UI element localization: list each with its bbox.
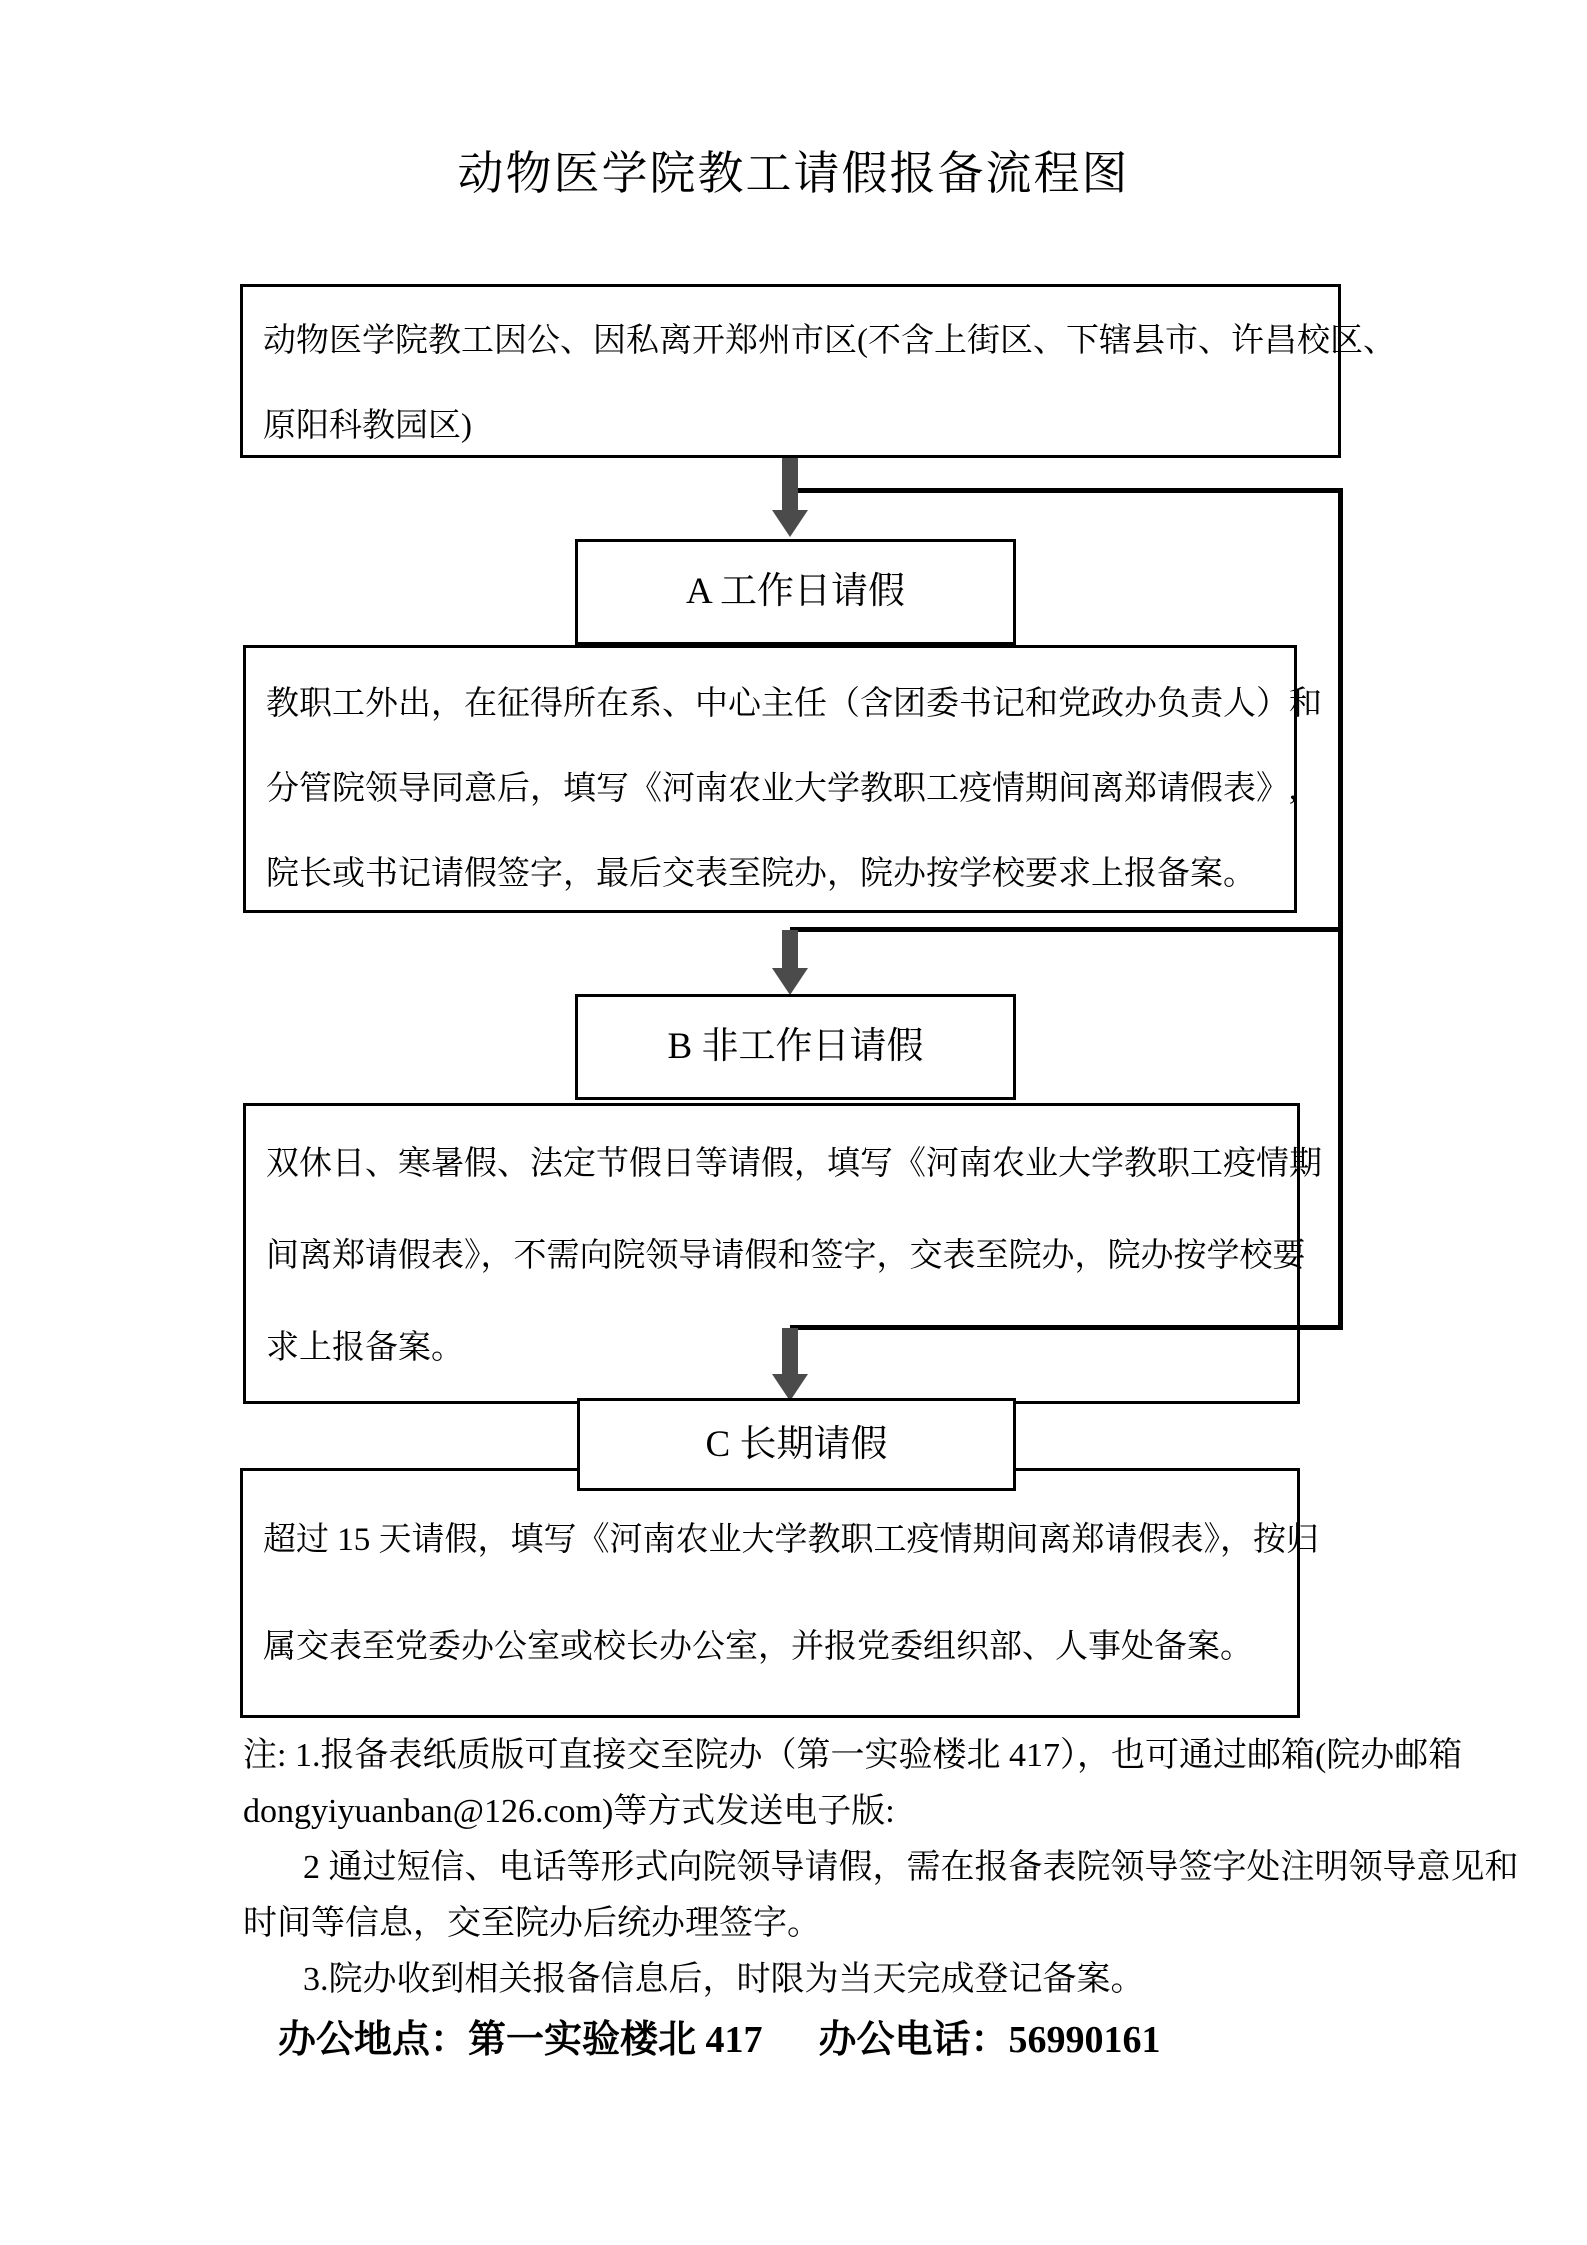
branch-a-title-box: A 工作日请假 bbox=[575, 539, 1016, 645]
page-title: 动物医学院教工请假报备流程图 bbox=[457, 148, 1130, 199]
branch-a-desc-line3: 院长或书记请假签字，最后交表至院办，院办按学校要求上报备案。 bbox=[266, 856, 1256, 892]
arrow-b-down-icon bbox=[772, 968, 808, 995]
connector-right-vertical bbox=[1338, 488, 1343, 1330]
branch-a-desc-box bbox=[243, 645, 1322, 913]
branch-b-desc-line3: 求上报备案。 bbox=[266, 1330, 464, 1366]
note-line-2: dongyiyuanban@126.com)等方式发送电子版: bbox=[243, 1793, 895, 1830]
branch-c-desc-line2: 属交表至党委办公室或校长办公室，并报党委组织部、人事处备案。 bbox=[263, 1629, 1253, 1665]
connector-branch-b-horizontal bbox=[790, 927, 1340, 932]
office-location-label: 办公地点：第一实验楼北 417 bbox=[278, 2019, 763, 2061]
branch-c-title-box: C 长期请假 bbox=[577, 1398, 1016, 1491]
note-line-1: 注: 1.报备表纸质版可直接交至院办（第一实验楼北 417），也可通过邮箱(院办邮箱 bbox=[243, 1737, 1463, 1774]
connector-top-horizontal bbox=[790, 488, 1343, 493]
arrow-c-shaft bbox=[782, 1328, 798, 1374]
start-box-line2: 原阳科教园区) bbox=[263, 408, 472, 444]
branch-b-desc-line2: 间离郑请假表》，不需向院领导请假和签字，交表至院办，院办按学校要 bbox=[266, 1238, 1306, 1274]
note-line-4: 时间等信息，交至院办后统办理签字。 bbox=[243, 1905, 821, 1942]
branch-a-desc-line1: 教职工外出，在征得所在系、中心主任（含团委书记和党政办负责人）和 bbox=[266, 686, 1322, 722]
branch-b-desc-box bbox=[243, 1103, 1322, 1404]
arrow-a-down-icon bbox=[772, 510, 808, 537]
branch-b-desc-line1: 双休日、寒暑假、法定节假日等请假，填写《河南农业大学教职工疫情期 bbox=[266, 1146, 1322, 1182]
connector-branch-c-horizontal bbox=[790, 1325, 1340, 1330]
branch-c-desc-box bbox=[240, 1468, 1319, 1718]
office-phone-label: 办公电话：56990161 bbox=[818, 2019, 1161, 2061]
start-box-line1: 动物医学院教工因公、因私离开郑州市区(不含上街区、下辖县市、许昌校区、 bbox=[263, 323, 1396, 359]
branch-b-title-box: B 非工作日请假 bbox=[575, 994, 1016, 1100]
branch-c-desc-line1: 超过 15 天请假，填写《河南农业大学教职工疫情期间离郑请假表》，按归 bbox=[263, 1522, 1319, 1558]
footer-contact-line bbox=[278, 2008, 1161, 2063]
note-line-5: 3.院办收到相关报备信息后，时限为当天完成登记备案。 bbox=[303, 1961, 1145, 1998]
arrow-b-shaft bbox=[782, 930, 798, 968]
start-box bbox=[240, 284, 1396, 458]
arrow-c-down-icon bbox=[772, 1374, 808, 1401]
note-line-3: 2 通过短信、电话等形式向院领导请假，需在报备表院领导签字处注明领导意见和 bbox=[303, 1849, 1519, 1886]
arrow-a-shaft bbox=[782, 458, 798, 510]
branch-a-desc-line2: 分管院领导同意后，填写《河南农业大学教职工疫情期间离郑请假表》, bbox=[266, 771, 1298, 807]
